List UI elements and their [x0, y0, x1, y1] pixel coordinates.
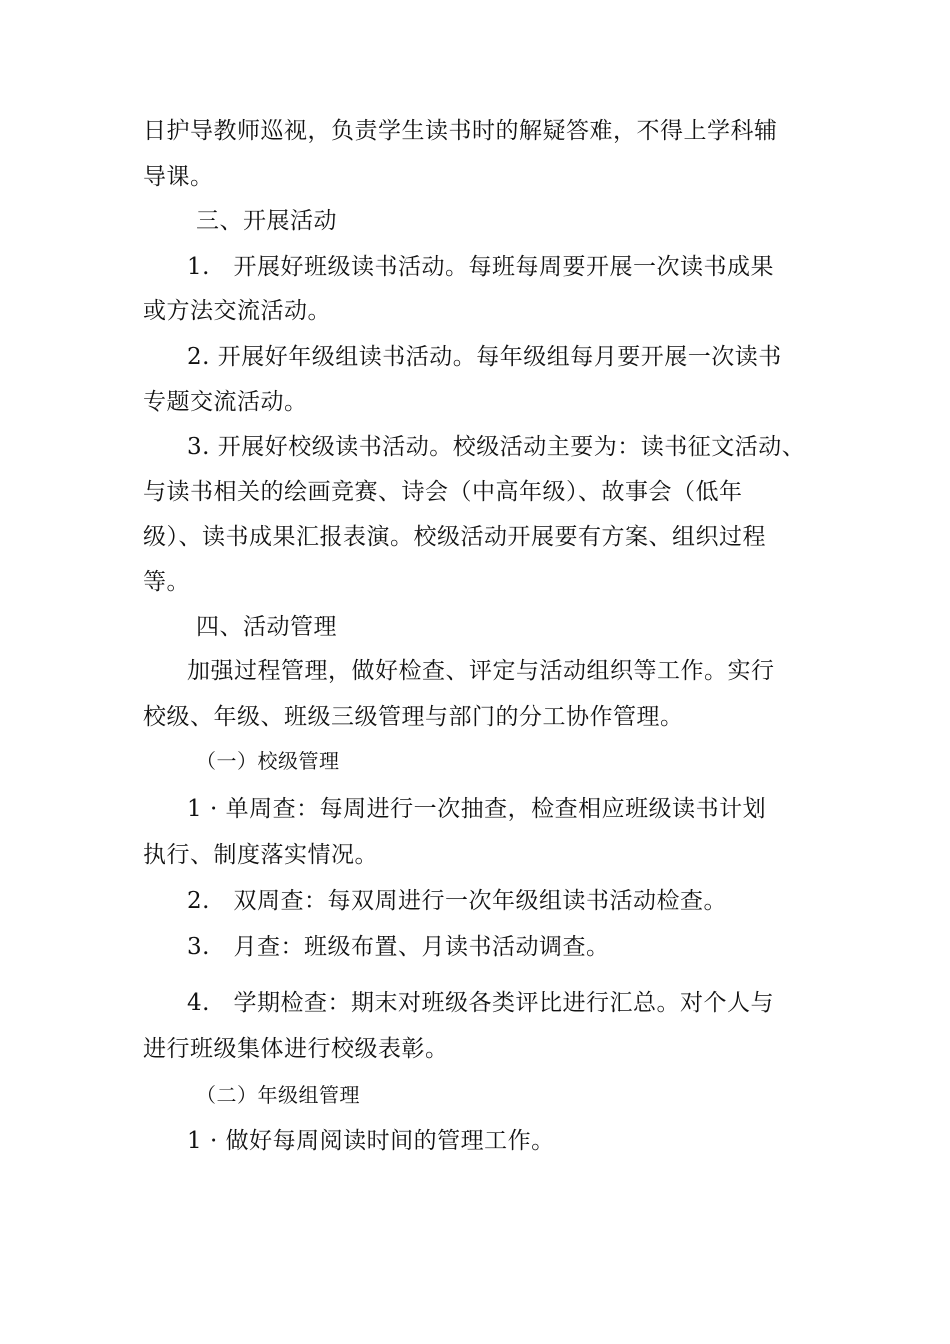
section-heading-4: 四、活动管理: [196, 614, 337, 640]
list-item-1-line: 执行、制度落实情况。: [143, 842, 378, 868]
paragraph-line: 日护导教师巡视，负责学生读书时的解疑答难，不得上学科辅: [143, 118, 778, 144]
paragraph-line: 校级、年级、班级三级管理与部门的分工协作管理。: [143, 704, 684, 730]
subsection-heading-2: （二）年级组管理: [196, 1083, 360, 1107]
list-item-1-line: 1 · 做好每周阅读时间的管理工作。: [187, 1128, 555, 1154]
paragraph-line: 加强过程管理，做好检查、评定与活动组织等工作。实行: [187, 658, 775, 684]
list-item-3-line: 与读书相关的绘画竞赛、诗会（中高年级）、故事会（低年: [143, 479, 743, 505]
list-item-2-line: 2. 双周查：每双周进行一次年级组读书活动检查。: [187, 888, 727, 914]
section-heading-3: 三、开展活动: [196, 208, 337, 234]
subsection-heading-1: （一）校级管理: [196, 749, 340, 773]
list-item-4-line: 4. 学期检查：期末对班级各类评比进行汇总。对个人与: [187, 990, 774, 1016]
list-item-4-line: 进行班级集体进行校级表彰。: [143, 1036, 449, 1062]
list-item-2-line: 2. 开展好年级组读书活动。每年级组每月要开展一次读书: [187, 344, 782, 370]
list-item-1-line: 或方法交流活动。: [143, 298, 331, 324]
list-item-1-line: 1 · 单周查：每周进行一次抽查，检查相应班级读书计划: [187, 796, 767, 822]
list-item-3-line: 级）、读书成果汇报表演。校级活动开展要有方案、组织过程: [143, 524, 766, 550]
list-item-2-line: 专题交流活动。: [143, 389, 308, 415]
list-item-1-line: 1. 开展好班级读书活动。每班每周要开展一次读书成果: [187, 254, 774, 280]
list-item-3-line: 3. 开展好校级读书活动。校级活动主要为：读书征文活动、: [187, 434, 806, 460]
list-item-3-line: 3. 月查：班级布置、月读书活动调查。: [187, 934, 610, 960]
list-item-3-line: 等。: [143, 569, 190, 595]
paragraph-line: 导课。: [143, 164, 214, 190]
